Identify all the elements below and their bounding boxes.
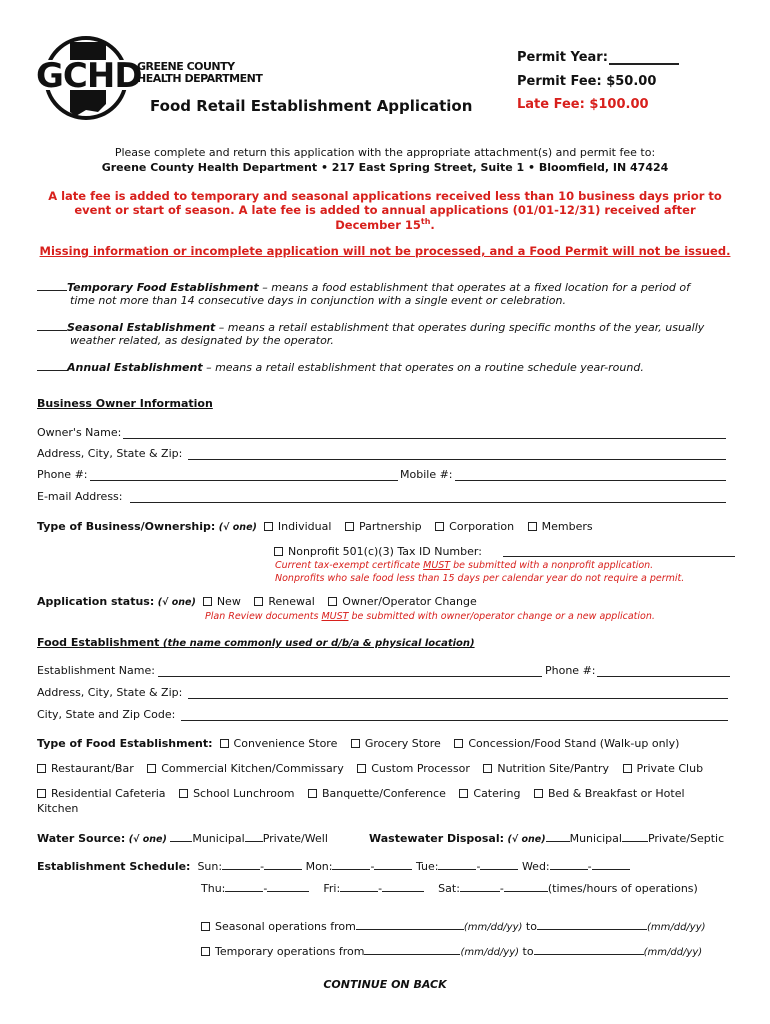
nonprofit-note-2: Nonprofits who sale food less than 15 days per calendar year do not require a permit. (275, 573, 685, 584)
annual-blank[interactable] (37, 360, 67, 371)
wastewater-row: Wastewater Disposal: (√ one) Municipal Private/Septic (369, 832, 725, 845)
temporary-to-field[interactable] (534, 944, 644, 955)
owner-mobile-label: Mobile #: (400, 468, 453, 481)
renewal-checkbox[interactable] (254, 597, 263, 606)
owner-phone-label: Phone #: (37, 468, 88, 481)
est-name-label: Establishment Name: (37, 664, 155, 677)
logo-letters: GCHD (36, 56, 142, 96)
waste-municipal-blank[interactable] (546, 831, 570, 842)
late-notice-3: December 15th. (335, 217, 435, 232)
banquette-checkbox[interactable] (308, 789, 317, 798)
est-city-field[interactable] (181, 720, 728, 721)
sat-close[interactable] (504, 881, 548, 892)
owner-address-label: Address, City, State & Zip: (37, 447, 183, 460)
app-status-row: Application status: (√ one) New Renewal Owner/Operator Change (37, 595, 477, 608)
concession-checkbox[interactable] (454, 739, 463, 748)
food-est-heading: Food Establishment (the name commonly used or d/b/a & physical location) (37, 636, 475, 649)
schedule-row1: Establishment Schedule: Sun: - Mon: - Tue: - Wed: - (37, 859, 630, 873)
tue-close[interactable] (480, 859, 518, 870)
type-seasonal[interactable]: Seasonal Establishment – means a retail establishment that operates during specific months of the year, usually (37, 320, 704, 334)
temporary-blank[interactable] (37, 280, 67, 291)
tax-id-field[interactable] (503, 556, 735, 557)
temporary-ops-row: Temporary operations from (mm/dd/yy) to (mm/dd/yy) (201, 944, 702, 958)
owner-email-label: E-mail Address: (37, 490, 123, 503)
type-annual[interactable]: Annual Establishment – means a retail establishment that operates on a routine schedule year-round. (37, 360, 644, 374)
owner-change-checkbox[interactable] (328, 597, 337, 606)
seasonal-ops-checkbox[interactable] (201, 922, 210, 931)
plan-review-note: Plan Review documents MUST be submitted with owner/operator change or a new application. (205, 611, 655, 622)
thu-close[interactable] (267, 881, 309, 892)
water-municipal-blank[interactable] (170, 831, 192, 842)
late-notice-1: A late fee is added to temporary and seasonal applications received less than 10 business days prior to (48, 189, 722, 203)
logo-line2: HEALTH DEPARTMENT (137, 72, 263, 85)
late-notice-2: event or start of season. A late fee is added to annual applications (01/01-12/31) received after (74, 203, 696, 217)
type-temporary-desc: time not more than 14 consecutive days in conjunction with a single event or celebration. (70, 294, 566, 307)
school-lunchroom-checkbox[interactable] (179, 789, 188, 798)
logo-line1: GREENE COUNTY (137, 60, 235, 73)
private-club-checkbox[interactable] (623, 764, 632, 773)
est-type-row2: Restaurant/Bar Commercial Kitchen/Commissary Custom Processor Nutrition Site/Pantry Private Club (37, 762, 703, 775)
type-seasonal-desc: weather related, as designated by the operator. (70, 334, 334, 347)
seasonal-blank[interactable] (37, 320, 67, 331)
waste-septic-blank[interactable] (622, 831, 648, 842)
seasonal-ops-row: Seasonal operations from (mm/dd/yy) to (mm/dd/yy) (201, 919, 706, 933)
permit-year-label: Permit Year: (517, 50, 608, 65)
individual-checkbox[interactable] (264, 522, 273, 531)
sun-open[interactable] (222, 859, 260, 870)
temporary-ops-checkbox[interactable] (201, 947, 210, 956)
commercial-kitchen-checkbox[interactable] (147, 764, 156, 773)
nutrition-site-checkbox[interactable] (483, 764, 492, 773)
type-temporary[interactable]: Temporary Food Establishment – means a food establishment that operates at a fixed location for a period of (37, 280, 690, 294)
permit-year-field[interactable] (609, 63, 679, 65)
continue-on-back: CONTINUE ON BACK (323, 978, 447, 991)
owner-heading: Business Owner Information (37, 397, 213, 410)
sun-close[interactable] (264, 859, 302, 870)
wed-open[interactable] (550, 859, 588, 870)
owner-address-field[interactable] (188, 459, 726, 460)
water-well-blank[interactable] (245, 831, 263, 842)
est-type-row3-cont: Kitchen (37, 802, 79, 815)
owner-name-field[interactable] (123, 438, 726, 439)
permit-fee: Permit Fee: $50.00 (517, 74, 657, 89)
sat-open[interactable] (460, 881, 500, 892)
nonprofit-checkbox[interactable] (274, 547, 283, 556)
owner-phone-field[interactable] (90, 480, 398, 481)
tue-open[interactable] (438, 859, 476, 870)
owner-name-label: Owner's Name: (37, 426, 122, 439)
est-type-row3: Residential Cafeteria School Lunchroom Banquette/Conference Catering Bed & Breakfast or Hotel (37, 787, 685, 800)
partnership-checkbox[interactable] (345, 522, 354, 531)
owner-mobile-field[interactable] (455, 480, 726, 481)
corporation-checkbox[interactable] (435, 522, 444, 531)
thu-open[interactable] (225, 881, 263, 892)
catering-checkbox[interactable] (459, 789, 468, 798)
mon-open[interactable] (332, 859, 370, 870)
mon-close[interactable] (374, 859, 412, 870)
est-address-field[interactable] (188, 698, 728, 699)
water-source-row: Water Source: (√ one) Municipal Private/Well (37, 832, 328, 845)
missing-info-notice: Missing information or incomplete application will not be processed, and a Food Permit will not be issued. (39, 244, 731, 258)
fri-open[interactable] (340, 881, 378, 892)
est-phone-field[interactable] (597, 676, 730, 677)
nonprofit-row: Nonprofit 501(c)(3) Tax ID Number: (274, 545, 482, 558)
est-type-row1: Type of Food Establishment: Convenience Store Grocery Store Concession/Food Stand (Walk-up only) (37, 737, 680, 750)
page-title: Food Retail Establishment Application (150, 97, 473, 115)
residential-cafeteria-checkbox[interactable] (37, 789, 46, 798)
seasonal-from-field[interactable] (356, 919, 464, 930)
wed-close[interactable] (592, 859, 630, 870)
grocery-store-checkbox[interactable] (351, 739, 360, 748)
late-fee: Late Fee: $100.00 (517, 97, 649, 112)
intro-line2: Greene County Health Department • 217 East Spring Street, Suite 1 • Bloomfield, IN 47424 (101, 161, 669, 174)
est-phone-label: Phone #: (545, 664, 596, 677)
members-checkbox[interactable] (528, 522, 537, 531)
business-type-row: Type of Business/Ownership: (√ one) Individual Partnership Corporation Members (37, 520, 593, 533)
temporary-from-field[interactable] (364, 944, 460, 955)
convenience-store-checkbox[interactable] (220, 739, 229, 748)
intro-line1: Please complete and return this application with the appropriate attachment(s) and permit fee to: (114, 146, 656, 159)
est-name-field[interactable] (158, 676, 542, 677)
nonprofit-note-1: Current tax-exempt certificate MUST be submitted with a nonprofit application. (275, 560, 654, 571)
new-checkbox[interactable] (203, 597, 212, 606)
restaurant-checkbox[interactable] (37, 764, 46, 773)
custom-processor-checkbox[interactable] (357, 764, 366, 773)
owner-email-field[interactable] (130, 502, 726, 503)
est-address-label: Address, City, State & Zip: (37, 686, 183, 699)
bed-breakfast-checkbox[interactable] (534, 789, 543, 798)
schedule-row2: Thu: - Fri: - Sat: - (times/hours of operations) (201, 882, 698, 895)
est-city-label: City, State and Zip Code: (37, 708, 176, 721)
fri-close[interactable] (382, 881, 424, 892)
seasonal-to-field[interactable] (537, 919, 647, 930)
